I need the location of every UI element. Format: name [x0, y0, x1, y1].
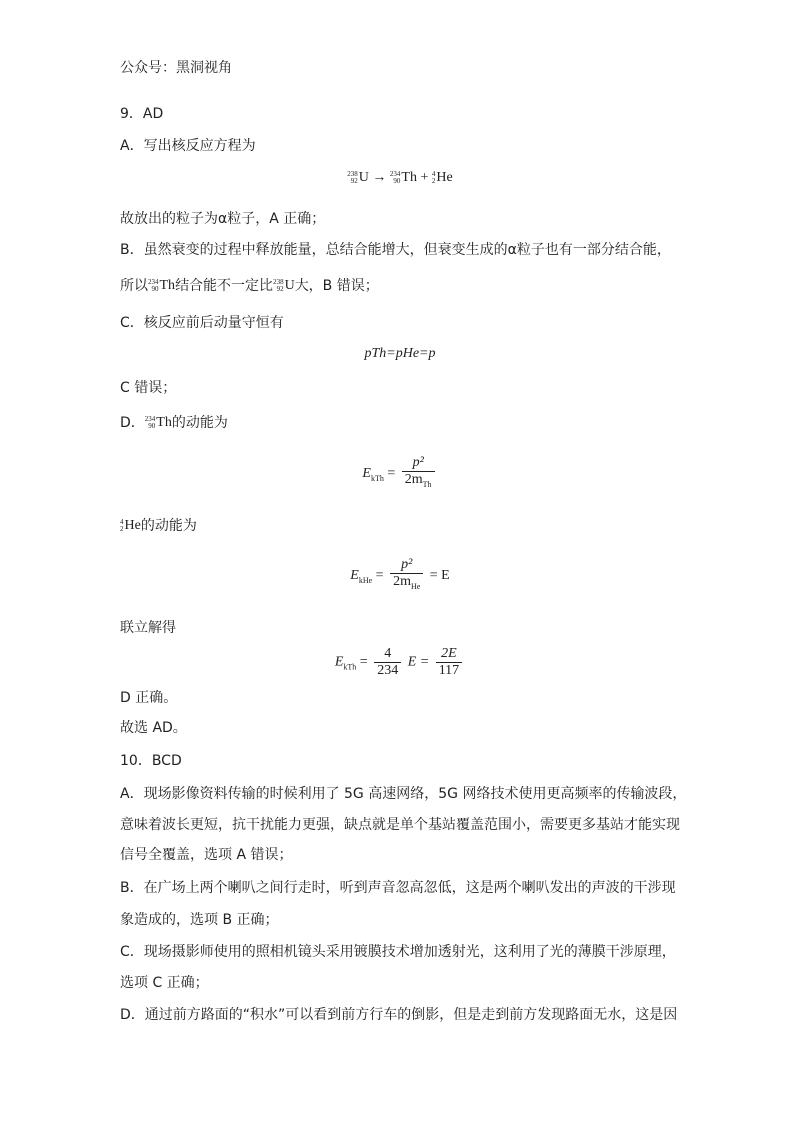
- th-mass-inline: 234: [148, 277, 159, 286]
- q9-c-intro: C．核反应前后动量守恒有: [120, 315, 284, 331]
- header-source: 公众号：黑洞视角: [120, 60, 232, 76]
- b-line2-pre: 所以: [120, 278, 148, 294]
- u-z: 92: [350, 176, 358, 185]
- q9-answer: 9．AD: [120, 106, 164, 122]
- ek-th-den-sub: Th: [422, 479, 432, 489]
- q9-d-intro: D． 234 90 Th的动能为: [120, 414, 228, 431]
- q10-a-line1: A．现场影像资料传输的时候利用了 5G 高速网络，5G 网络技术使用更高频率的传输波段，: [120, 786, 687, 802]
- ek-th-num: p²: [402, 455, 435, 472]
- solve-den1: 234: [377, 663, 399, 678]
- ek-th-lhs: E: [362, 466, 371, 482]
- u-symbol: U: [358, 170, 369, 185]
- ek-he-lhs: E: [350, 568, 359, 584]
- u-mass: 238: [347, 169, 358, 178]
- solve-den2: 117: [438, 663, 460, 678]
- u-symbol-inline: U: [284, 278, 295, 293]
- q9-he-intro: [120, 516, 197, 536]
- plus: +: [420, 170, 429, 185]
- th-z-inline: 90: [151, 284, 159, 293]
- solve-lhs: E: [334, 654, 344, 670]
- he-mass: 4: [431, 169, 436, 178]
- he-z: 2: [431, 176, 436, 185]
- q10-answer: 10．BCD: [120, 753, 182, 769]
- q10-b-line2: 象造成的，选项 B 正确；: [120, 912, 279, 928]
- momentum-equation: pTh=pHe=p: [364, 346, 436, 361]
- q10-a-line3: 信号全覆盖，选项 A 错误；: [120, 847, 293, 863]
- he-symbol: He: [436, 170, 453, 185]
- ek-he-lhs-sub: kHe: [358, 575, 373, 585]
- b-line2-post: 大，B 错误；: [294, 278, 379, 294]
- q10-d-line1: D．通过前方路面的“积水”可以看到前方行车的倒影，但是走到前方发现路面无水，这是因: [120, 1007, 678, 1023]
- q9-choose: 故选 AD。: [120, 720, 187, 736]
- th-z-d: 90: [148, 421, 156, 430]
- q9-c-conclusion: C 错误；: [120, 380, 177, 396]
- ek-th-den: 2m: [404, 472, 423, 487]
- ek-he-num: p²: [390, 557, 423, 574]
- ek-th-lhs-sub: kTh: [370, 473, 384, 483]
- q9-a-intro: A．写出核反应方程为: [120, 138, 256, 154]
- he-z-inline: 2: [120, 524, 124, 533]
- th-symbol: Th: [401, 170, 417, 185]
- th-symbol-d: Th: [156, 415, 172, 430]
- ek-he-rhs: = E: [429, 568, 450, 584]
- reaction-equation: [0, 170, 800, 186]
- he-mass-inline: 4: [120, 517, 124, 526]
- th-mass: 234: [389, 169, 401, 178]
- solve-num2: 2E: [436, 646, 462, 663]
- th-z: 90: [393, 176, 401, 185]
- th-mass-d: 234: [144, 414, 156, 423]
- q10-c-line2: 选项 C 正确；: [120, 975, 209, 991]
- th-symbol-inline: Th: [159, 278, 176, 293]
- ek-he-den: 2m: [393, 574, 411, 589]
- he-symbol-inline: He: [124, 518, 141, 533]
- q10-c-line1: C．现场摄影师使用的照相机镜头采用镀膜技术增加透射光，这利用了光的薄膜干涉原理，: [120, 944, 676, 960]
- q9-b-line1: B．虽然衰变的过程中释放能量，总结合能增大，但衰变生成的α粒子也有一部分结合能，: [120, 242, 671, 258]
- q9-a-conclusion: 故放出的粒子为α粒子，A 正确；: [120, 211, 326, 227]
- q10-a-line2: 意味着波长更短，抗干扰能力更强，缺点就是单个基站覆盖范围小，需要更多基站才能实现: [120, 817, 680, 833]
- solve-mid: E =: [407, 654, 430, 670]
- q9-d-conclusion: D 正确。: [120, 690, 178, 706]
- q9-b-line2: [120, 276, 379, 296]
- q10-b-line1: B．在广场上两个喇叭之间行走时，听到声音忽高忽低，这是两个喇叭发出的声波的干涉现: [120, 880, 676, 896]
- he-intro-post: 的动能为: [140, 518, 197, 534]
- ek-he-equation: [0, 557, 800, 595]
- ek-he-den-sub: He: [410, 581, 421, 591]
- u-z-inline: 92: [276, 284, 284, 293]
- d-intro-post: 的动能为: [171, 415, 228, 431]
- solve-lhs-sub: kTh: [343, 662, 357, 672]
- solve-eq: =: [359, 654, 368, 670]
- q9-solve-intro: 联立解得: [120, 620, 176, 636]
- solve-num1: 4: [374, 646, 401, 663]
- solve-equation: [0, 646, 800, 679]
- ek-he-eq: =: [375, 568, 384, 584]
- b-line2-mid: 结合能不一定比: [175, 278, 274, 294]
- ek-th-equation: [0, 455, 800, 493]
- arrow: →: [372, 170, 387, 185]
- u-mass-inline: 238: [273, 277, 284, 286]
- ek-th-eq: =: [387, 466, 396, 482]
